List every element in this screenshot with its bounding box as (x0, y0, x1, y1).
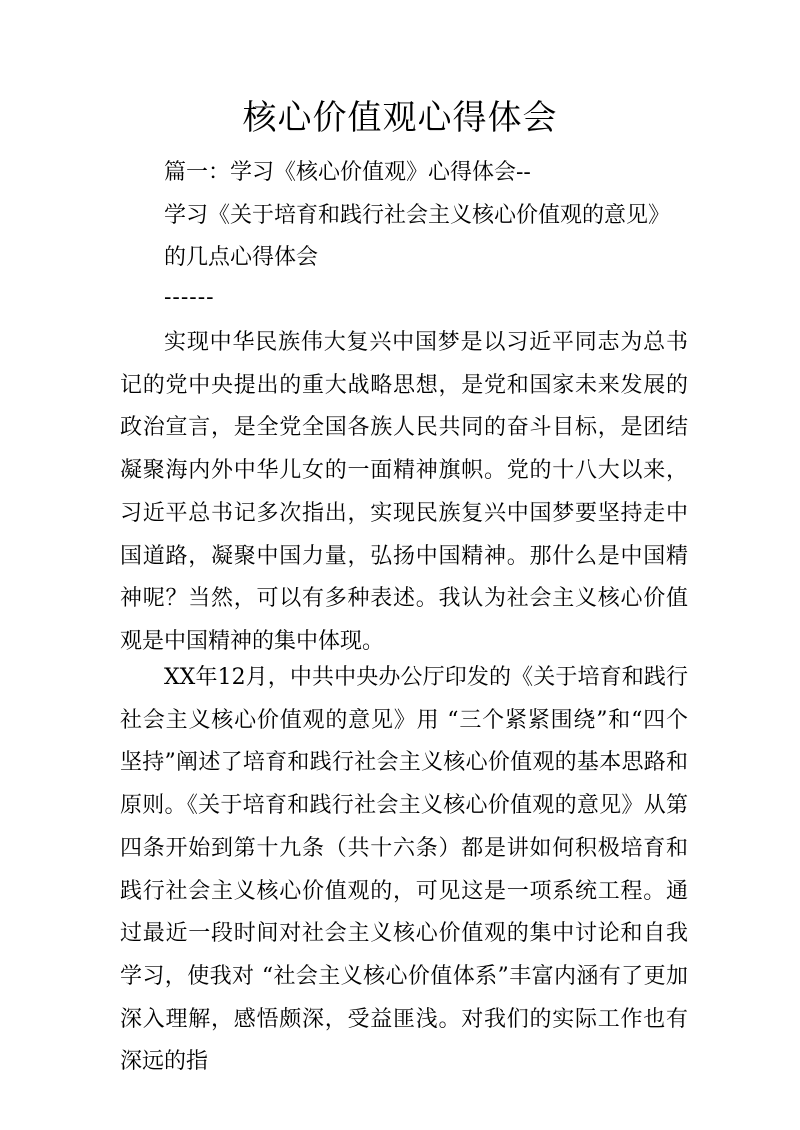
document-title: 核心价值观心得体会 (242, 98, 558, 138)
heading-separator: ------ (164, 285, 215, 310)
body-paragraph-1: 实现中华民族伟大复兴中国梦是以习近平同志为总书记的党中央提出的重大战略思想，是党和国家未来发展的政治宣言，是全党全国各族人民共同的奋斗目标，是团结凝聚海内外中华儿女的一面精神旗帜。党的十八大以来，习近平总书记多次指出，实现民族复兴中国梦要坚持走中国道路，凝聚中国力量，弘扬中国精神。那什么是中国精神呢？当然，可以有多种表述。我认为社会主义核心价值观是中国精神的集中体现。 (120, 330, 688, 654)
heading-line-1: 篇一：学习《核心价值观》心得体会-- (164, 160, 531, 185)
heading-line-2: 学习《关于培育和践行社会主义核心价值观的意见》 (164, 203, 671, 228)
body-paragraph-2: XX年12月，中共中央办公厅印发的《关于培育和践行社会主义核心价值观的意见》用 “三个紧紧围绕”和“四个坚持”阐述了培育和践行社会主义核心价值观的基本思路和原则。《关于培育和践行社会主义核心价值观的意见》从第四条开始到第十九条（共十六条）都是讲如何积极培育和践行社会主义核心价值观的，可见这是一项系统工程。通过最近一段时间对社会主义核心价值观的集中讨论和自我学习，使我对 “社会主义核心价值体系”丰富内涵有了更加深入理解，感悟颇深，受益匪浅。对我们的实际工作也有深远的指 (120, 665, 688, 1075)
heading-line-3: 的几点心得体会 (164, 245, 319, 270)
